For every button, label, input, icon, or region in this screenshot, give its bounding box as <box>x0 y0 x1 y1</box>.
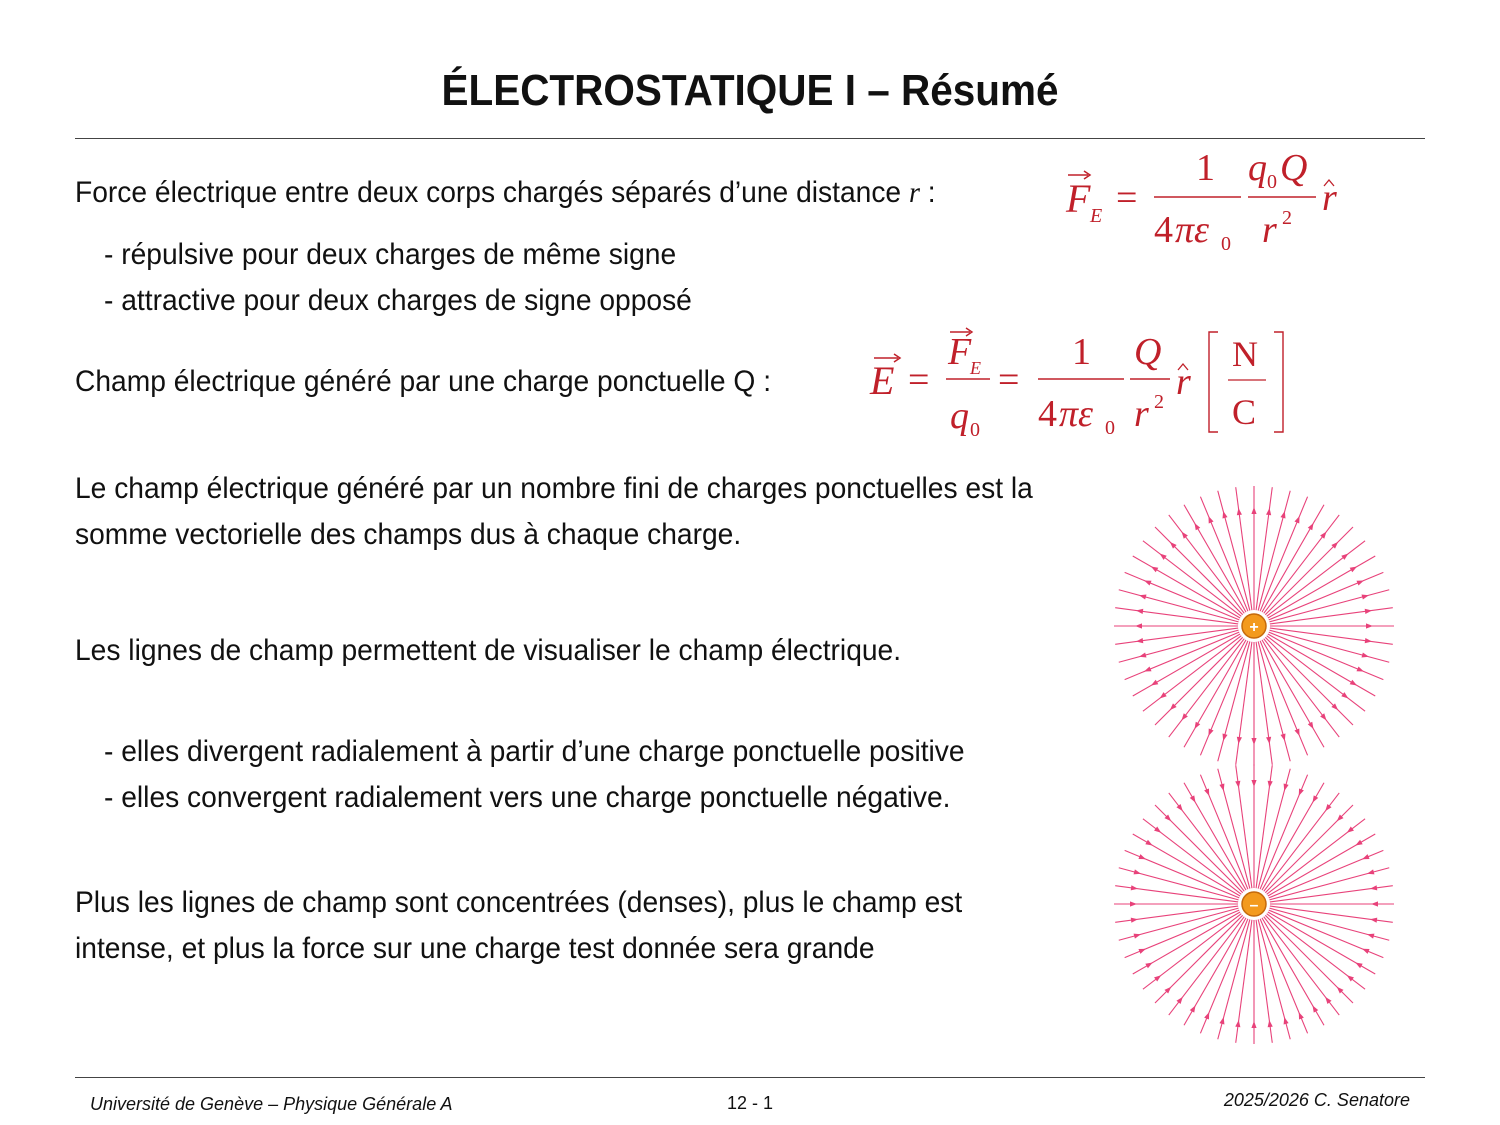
distance-variable: r <box>908 176 920 209</box>
field-arrowhead <box>1367 934 1374 939</box>
field-arrowhead <box>1151 680 1158 686</box>
field-arrowhead <box>1294 516 1299 523</box>
svg-text:0: 0 <box>1267 171 1277 193</box>
field-arrowhead <box>1144 666 1151 671</box>
svg-text:r: r <box>1322 177 1337 219</box>
field-arrowhead <box>1251 507 1256 514</box>
field-arrowhead <box>1350 680 1357 686</box>
field-arrowhead <box>1237 737 1242 744</box>
coulomb-formula <box>1058 140 1358 260</box>
field-arrowhead <box>1154 826 1161 832</box>
field-line <box>1265 637 1353 725</box>
field-line <box>1256 642 1272 765</box>
footer-page-number: 12 - 1 <box>727 1093 774 1113</box>
svg-text:0: 0 <box>1105 417 1115 439</box>
svg-text:E: E <box>1090 205 1103 227</box>
field-arrowhead <box>1154 975 1161 981</box>
superposition-line-1: Le champ électrique généré par un nombre fini de charges ponctuelles est la <box>75 472 1033 505</box>
field-arrowhead <box>1299 1012 1304 1019</box>
field-arrowhead <box>1367 869 1374 874</box>
field-arrowhead <box>1371 901 1378 906</box>
svg-text:q: q <box>1248 147 1267 189</box>
superposition-line-2: somme vectorielle des champs dus à chaque charge. <box>75 518 742 551</box>
svg-text:2: 2 <box>1154 391 1164 413</box>
field-arrowhead <box>1223 734 1228 741</box>
svg-text:4: 4 <box>1154 209 1173 251</box>
field-arrowhead <box>1268 781 1273 788</box>
positive-charge-field-diagram <box>1104 476 1404 776</box>
field-arrowhead <box>1134 934 1141 939</box>
field-arrowhead <box>1356 580 1363 585</box>
field-arrowhead <box>1284 1017 1289 1024</box>
field-arrowhead <box>1362 949 1369 954</box>
field-arrowhead <box>1294 728 1299 735</box>
field-arrowhead <box>1356 666 1363 671</box>
field-arrowhead <box>1138 854 1145 859</box>
density-line-1: Plus les lignes de champ sont concentrées (denses), plus le champ est <box>75 886 963 919</box>
field-line <box>1236 487 1252 610</box>
field-line <box>1256 487 1272 610</box>
footer-divider <box>75 1077 1425 1078</box>
field-line <box>1115 628 1238 644</box>
title-divider <box>75 138 1425 139</box>
field-arrowhead <box>1251 780 1256 787</box>
field-arrowhead <box>1284 784 1289 791</box>
negative-charge-symbol: – <box>1249 897 1259 914</box>
field-arrowhead <box>1370 918 1377 923</box>
field-arrowhead <box>1251 1021 1256 1028</box>
field-arrowhead <box>1365 638 1372 643</box>
field-line <box>1155 527 1243 615</box>
field-arrowhead <box>1366 623 1373 628</box>
svg-text:0: 0 <box>1221 233 1231 255</box>
field-arrowhead <box>1182 532 1188 539</box>
field-arrowhead <box>1313 795 1319 802</box>
field-arrowhead <box>1268 1020 1273 1027</box>
field-arrowhead <box>1347 975 1354 981</box>
field-arrowhead <box>1208 728 1213 735</box>
field-text: Champ électrique généré par une charge ponctuelle Q : <box>75 365 772 398</box>
field-arrowhead <box>1160 692 1167 698</box>
svg-text:E: E <box>870 358 895 403</box>
field-arrowhead <box>1280 511 1285 518</box>
svg-text:1: 1 <box>1072 331 1091 373</box>
svg-text:πε: πε <box>1175 209 1210 251</box>
field-arrowhead <box>1235 1020 1240 1027</box>
field-arrowhead <box>1355 840 1362 846</box>
field-arrowhead <box>1204 1012 1209 1019</box>
field-arrowhead <box>1176 804 1182 811</box>
field-arrowhead <box>1362 652 1369 657</box>
field-arrowhead <box>1130 901 1137 906</box>
field-lines-bullet-diverge: - elles divergent radialement à partir d’une charge ponctuelle positive <box>104 735 965 768</box>
field-line <box>1270 628 1393 644</box>
svg-text:Q: Q <box>1280 147 1308 189</box>
svg-text:0: 0 <box>970 419 980 441</box>
svg-text:=: = <box>908 359 930 401</box>
field-lines-bullet-converge: - elles convergent radialement vers une charge ponctuelle négative. <box>104 781 951 814</box>
field-arrowhead <box>1325 804 1331 811</box>
field-arrowhead <box>1266 737 1271 744</box>
field-arrowhead <box>1139 595 1146 600</box>
field-arrowhead <box>1299 788 1304 795</box>
field-arrowhead <box>1139 652 1146 657</box>
field-arrowhead <box>1235 781 1240 788</box>
force-text: Force électrique entre deux corps chargés séparés d’une distance r : <box>75 176 936 209</box>
field-arrowhead <box>1182 713 1188 720</box>
svg-text:r: r <box>1262 209 1277 251</box>
field-arrowhead <box>1219 784 1224 791</box>
field-line <box>1155 637 1243 725</box>
field-arrowhead <box>1138 949 1145 954</box>
field-line <box>1236 642 1252 765</box>
svg-text:q: q <box>950 395 969 437</box>
field-arrowhead <box>1208 516 1213 523</box>
svg-text:F: F <box>1066 176 1091 221</box>
negative-charge-field-diagram <box>1104 754 1404 1054</box>
field-arrowhead <box>1347 826 1354 832</box>
field-arrowhead <box>1308 722 1314 729</box>
field-arrowhead <box>1362 595 1369 600</box>
field-arrowhead <box>1190 795 1196 802</box>
field-line <box>1115 608 1238 624</box>
svg-text:πε: πε <box>1059 393 1094 435</box>
field-line <box>1270 608 1393 624</box>
field-arrowhead <box>1195 523 1201 530</box>
field-arrowhead <box>1365 609 1372 614</box>
field-arrowhead <box>1251 738 1256 745</box>
field-arrowhead <box>1145 963 1152 969</box>
field-arrowhead <box>1320 713 1326 720</box>
svg-text:N: N <box>1232 334 1258 374</box>
field-line <box>1265 527 1353 615</box>
field-arrowhead <box>1266 508 1271 515</box>
svg-text:2: 2 <box>1282 207 1292 229</box>
field-arrowhead <box>1362 854 1369 859</box>
svg-text:r: r <box>1176 361 1191 403</box>
svg-text:4: 4 <box>1038 393 1057 435</box>
field-arrowhead <box>1131 918 1138 923</box>
field-lines-text: Les lignes de champ permettent de visualiser le champ électrique. <box>75 634 902 667</box>
field-arrowhead <box>1370 885 1377 890</box>
field-arrowhead <box>1195 722 1201 729</box>
slide-title: ÉLECTROSTATIQUE I – Résumé <box>441 66 1059 115</box>
svg-text:F: F <box>948 331 972 373</box>
field-arrowhead <box>1325 997 1331 1004</box>
field-arrowhead <box>1176 997 1182 1004</box>
svg-text:C: C <box>1232 392 1257 432</box>
field-arrowhead <box>1144 580 1151 585</box>
field-arrowhead <box>1204 788 1209 795</box>
svg-text:Q: Q <box>1134 331 1162 373</box>
field-arrowhead <box>1136 609 1143 614</box>
svg-text:r: r <box>1134 393 1149 435</box>
svg-text:E: E <box>970 358 981 378</box>
field-arrowhead <box>1135 623 1142 628</box>
field-arrowhead <box>1219 1017 1224 1024</box>
field-arrowhead <box>1223 511 1228 518</box>
force-bullet-attractive: - attractive pour deux charges de signe opposé <box>104 284 692 317</box>
field-arrowhead <box>1341 692 1348 698</box>
field-arrowhead <box>1190 1005 1196 1012</box>
density-line-2: intense, et plus la force sur une charge test donnée sera grande <box>75 932 875 965</box>
field-arrowhead <box>1237 508 1242 515</box>
svg-text:=: = <box>1116 177 1138 219</box>
field-arrowhead <box>1355 963 1362 969</box>
field-arrowhead <box>1320 532 1326 539</box>
field-formula <box>866 322 1296 447</box>
field-arrowhead <box>1160 554 1167 560</box>
field-arrowhead <box>1350 567 1357 573</box>
field-arrowhead <box>1341 554 1348 560</box>
field-arrowhead <box>1313 1005 1319 1012</box>
force-bullet-repulsive: - répulsive pour deux charges de même signe <box>104 238 677 271</box>
svg-text:=: = <box>998 359 1020 401</box>
field-arrowhead <box>1151 567 1158 573</box>
field-arrowhead <box>1145 840 1152 846</box>
field-arrowhead <box>1136 638 1143 643</box>
svg-text:1: 1 <box>1196 147 1215 189</box>
field-arrowhead <box>1134 869 1141 874</box>
field-arrowhead <box>1280 734 1285 741</box>
footer-year-author: 2025/2026 C. Senatore <box>1223 1090 1410 1110</box>
footer-institution: Université de Genève – Physique Générale A <box>90 1094 453 1114</box>
field-arrowhead <box>1131 885 1138 890</box>
field-arrowhead <box>1308 523 1314 530</box>
positive-charge-symbol: + <box>1249 619 1259 636</box>
